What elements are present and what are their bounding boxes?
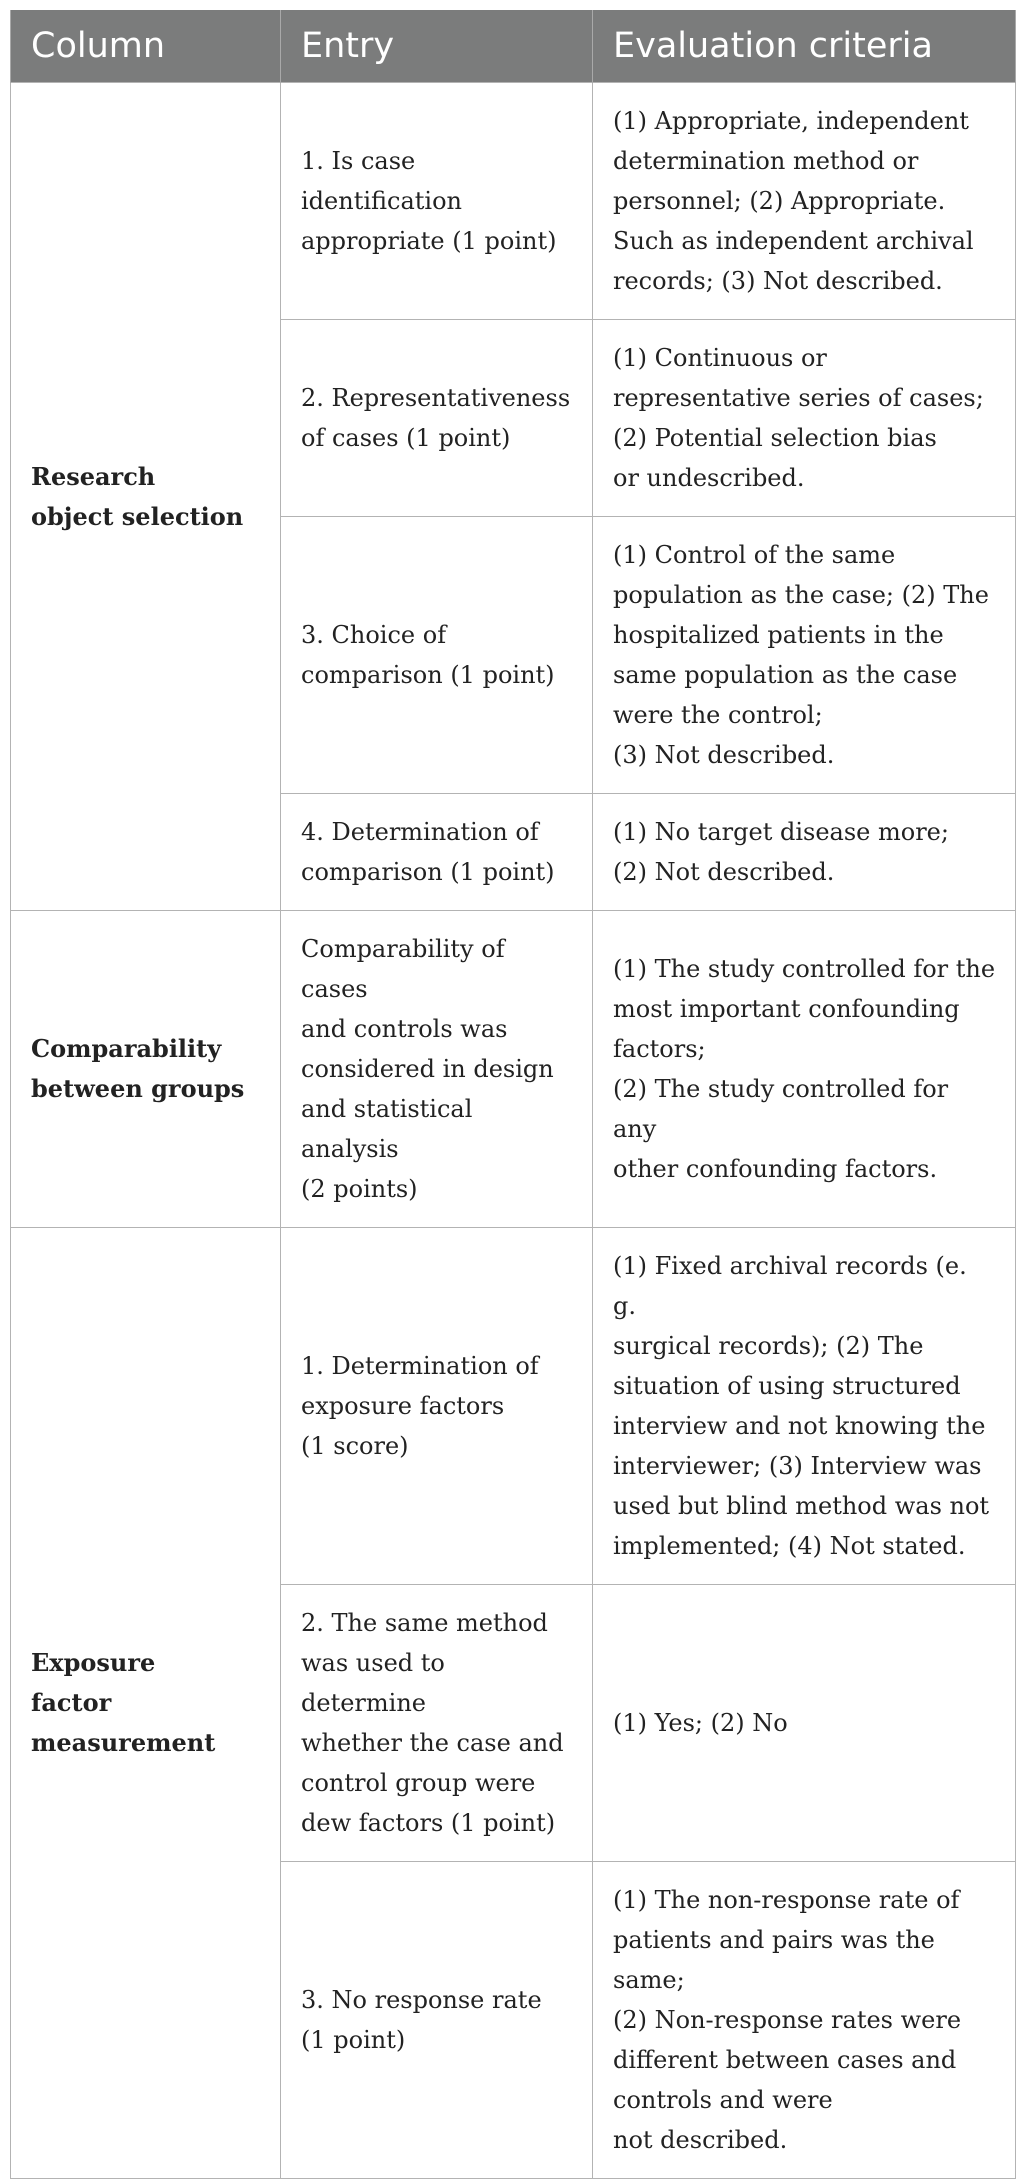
criteria-line: factors;: [613, 1035, 706, 1063]
entry-cell: [281, 794, 593, 911]
group-label-line: measurement: [31, 1728, 216, 1757]
criteria-line: (2) Not described.: [613, 858, 835, 886]
table-row: [11, 911, 1016, 1228]
criteria-line: (2) The study controlled for any: [613, 1075, 949, 1143]
entry-line: whether the case and: [301, 1729, 564, 1757]
entry-line: dew factors (1 point): [301, 1809, 556, 1837]
entry-cell: [281, 1585, 593, 1862]
criteria-line: other confounding factors.: [613, 1155, 938, 1183]
table-row: [11, 1228, 1016, 1585]
criteria-line: surgical records); (2) The: [613, 1332, 924, 1360]
entry-line: control group were: [301, 1769, 536, 1797]
group-label-line: between groups: [31, 1074, 245, 1103]
criteria-line: representative series of cases;: [613, 384, 984, 412]
header-evaluation-criteria: Evaluation criteria: [593, 10, 1016, 83]
entry-line: (1 score): [301, 1432, 409, 1460]
criteria-line: were the control;: [613, 701, 823, 729]
group-label-cell: [11, 911, 281, 1228]
criteria-line: (1) The non-response rate of: [613, 1886, 960, 1914]
criteria-line: interview and not knowing the: [613, 1412, 986, 1440]
entry-line: considered in design: [301, 1055, 554, 1083]
entry-line: exposure factors: [301, 1392, 505, 1420]
criteria-line: (1) Yes; (2) No: [613, 1709, 788, 1737]
evaluation-table-container: [10, 10, 1015, 2179]
criteria-line: patients and pairs was the same;: [613, 1926, 935, 1994]
criteria-cell: [593, 1585, 1016, 1862]
criteria-cell: [593, 1228, 1016, 1585]
entry-line: was used to determine: [301, 1649, 445, 1717]
entry-cell: [281, 1228, 593, 1585]
entry-cell: [281, 83, 593, 320]
criteria-line: (3) Not described.: [613, 741, 835, 769]
criteria-line: (2) Potential selection bias: [613, 424, 937, 452]
header-column: Column: [11, 10, 281, 83]
group-label-cell: [11, 1228, 281, 2179]
criteria-line: Such as independent archival: [613, 227, 974, 255]
criteria-line: records; (3) Not described.: [613, 267, 943, 295]
header-row: [11, 10, 1016, 83]
entry-line: of cases (1 point): [301, 424, 511, 452]
entry-line: comparison (1 point): [301, 661, 555, 689]
header-entry: Entry: [281, 10, 593, 83]
entry-line: and controls was: [301, 1015, 508, 1043]
criteria-line: most important confounding: [613, 995, 960, 1023]
criteria-line: implemented; (4) Not stated.: [613, 1532, 966, 1560]
criteria-line: determination method or: [613, 147, 919, 175]
group-label-line: Comparability: [31, 1034, 222, 1063]
entry-line: 1. Is case identification: [301, 147, 463, 215]
entry-line: 2. The same method: [301, 1609, 548, 1637]
entry-line: Comparability of cases: [301, 935, 505, 1003]
criteria-line: (1) Appropriate, independent: [613, 107, 969, 135]
group-label-line: factor: [31, 1688, 112, 1717]
entry-line: 3. No response rate: [301, 1986, 542, 2014]
criteria-cell: [593, 911, 1016, 1228]
criteria-line: same population as the case: [613, 661, 958, 689]
criteria-cell: [593, 83, 1016, 320]
entry-cell: [281, 517, 593, 794]
criteria-line: (1) Control of the same: [613, 541, 896, 569]
criteria-line: personnel; (2) Appropriate.: [613, 187, 946, 215]
criteria-line: different between cases and: [613, 2046, 957, 2074]
table-row: [11, 83, 1016, 320]
criteria-line: interviewer; (3) Interview was: [613, 1452, 982, 1480]
entry-line: comparison (1 point): [301, 858, 555, 886]
criteria-line: used but blind method was not: [613, 1492, 990, 1520]
table-header: [11, 10, 1016, 83]
entry-line: 3. Choice of: [301, 621, 447, 649]
entry-line: 4. Determination of: [301, 818, 539, 846]
criteria-line: controls and were: [613, 2086, 833, 2114]
criteria-cell: [593, 794, 1016, 911]
criteria-line: situation of using structured: [613, 1372, 961, 1400]
group-label-cell: [11, 83, 281, 911]
criteria-cell: [593, 1862, 1016, 2179]
criteria-line: or undescribed.: [613, 464, 805, 492]
criteria-line: hospitalized patients in the: [613, 621, 944, 649]
evaluation-criteria-table: [10, 10, 1016, 2179]
entry-line: (2 points): [301, 1175, 418, 1203]
group-label-line: Research: [31, 461, 156, 491]
entry-line: (1 point): [301, 2026, 406, 2054]
entry-cell: [281, 320, 593, 517]
criteria-line: population as the case; (2) The: [613, 581, 989, 609]
criteria-cell: [593, 320, 1016, 517]
entry-line: appropriate (1 point): [301, 227, 557, 255]
criteria-line: (1) The study controlled for the: [613, 955, 996, 983]
entry-line: 2. Representativeness: [301, 384, 571, 412]
group-label-line: object selection: [31, 501, 244, 531]
criteria-line: (1) Continuous or: [613, 344, 827, 372]
group-label-line: Exposure: [31, 1648, 156, 1677]
criteria-line: (1) No target disease more;: [613, 818, 949, 846]
table-body: [11, 83, 1016, 2179]
criteria-line: (1) Fixed archival records (e. g.: [613, 1252, 967, 1320]
criteria-line: not described.: [613, 2126, 788, 2154]
criteria-line: (2) Non-response rates were: [613, 2006, 962, 2034]
entry-cell: [281, 1862, 593, 2179]
entry-line: 1. Determination of: [301, 1352, 539, 1380]
entry-line: and statistical analysis: [301, 1095, 473, 1163]
criteria-cell: [593, 517, 1016, 794]
entry-cell: [281, 911, 593, 1228]
